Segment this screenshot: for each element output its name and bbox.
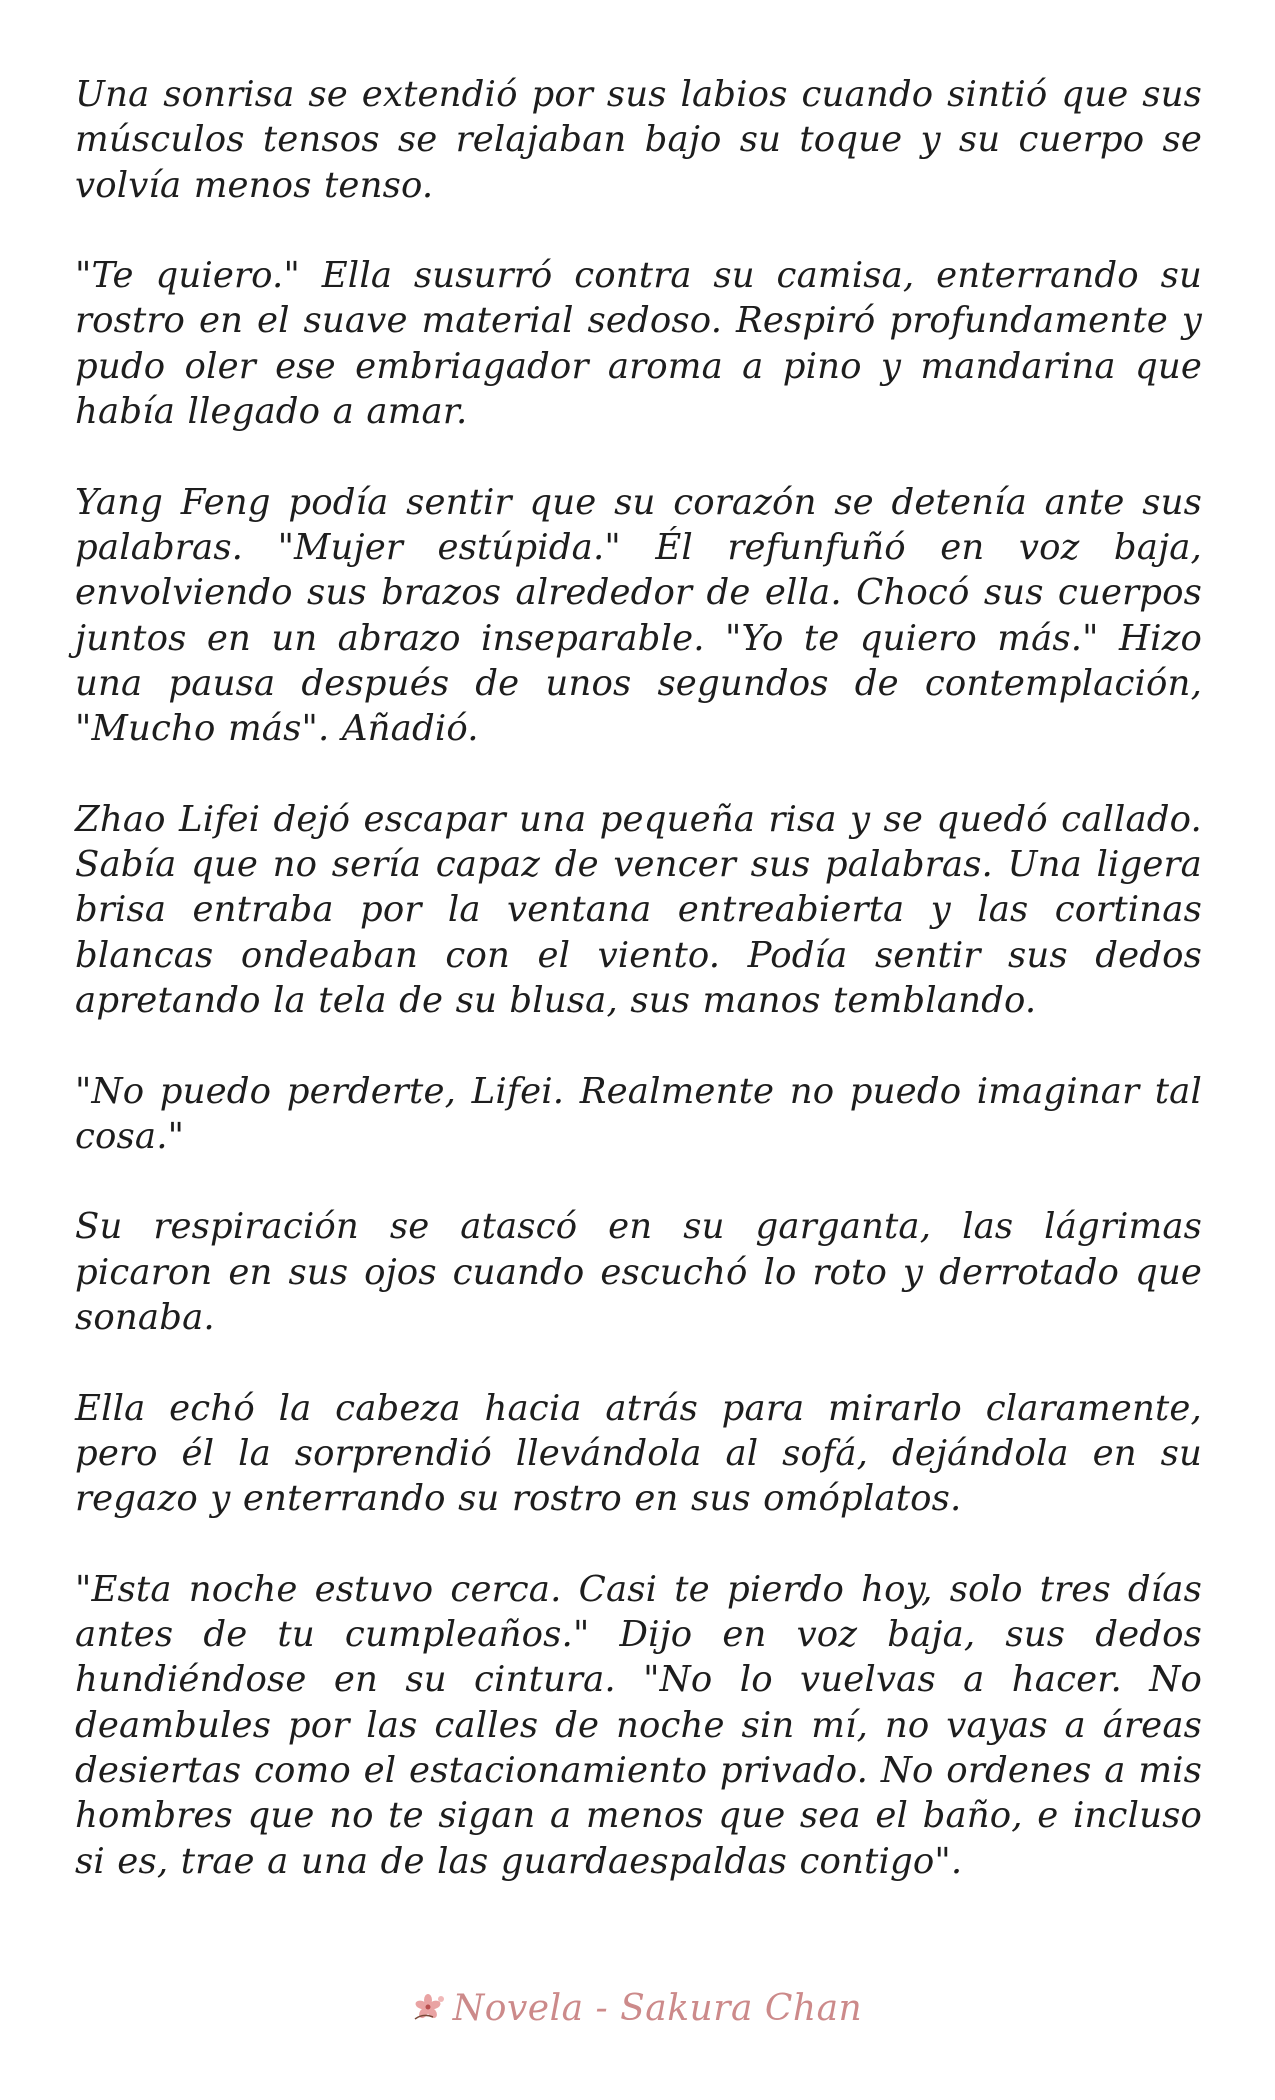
paragraph-8: "Esta noche estuvo cerca. Casi te pierdo hoy, solo tres días antes de tu cumpleaños." Dijo en voz baja, sus dedos hundiéndose en su cintura. "No lo vuelvas a hacer. No deambules por las calles de noche sin mí, no vayas a áreas desiertas como el estacionamiento privado. No ordenes a mis hombres que no te sigan a menos que sea el baño, e incluso si es, trae a una de las guardaespaldas contigo". — [75, 1568, 1202, 1882]
paragraph-3: Yang Feng podía sentir que su corazón se detenía ante sus palabras. "Mujer estúpida." Él refunfuñó en voz baja, envolviendo sus brazos alrededor de ella. Chocó sus cuerpos juntos en un abrazo inseparable. "Yo te quiero más." Hizo una pausa después de unos segundos de contemplación, "Mucho más". Añadió. — [75, 481, 1202, 750]
paragraph-7: Ella echó la cabeza hacia atrás para mirarlo claramente, pero él la sorprendió llevándola al sofá, dejándola en su regazo y enterrando su rostro en sus omóplatos. — [75, 1387, 1202, 1520]
paragraph-4: Zhao Lifei dejó escapar una pequeña risa y se quedó callado. Sabía que no sería capaz de vencer sus palabras. Una ligera brisa entraba por la ventana entreabierta y las cortinas blancas ondeaban con el viento. Podía sentir sus dedos apretando la tela de su blusa, sus manos temblando. — [75, 798, 1202, 1021]
paragraph-1: Una sonrisa se extendió por sus labios cuando sintió que sus músculos tensos se relajaban bajo su toque y su cuerpo se volvía menos tenso. — [75, 74, 1202, 206]
watermark-text: Novela - Sakura Chan — [452, 1987, 863, 2029]
watermark — [0, 1978, 1275, 2038]
cherry-blossom-icon — [413, 1991, 447, 2025]
paragraph-5: "No puedo perderte, Lifei. Realmente no puedo imaginar tal cosa." — [75, 1070, 1202, 1157]
paragraph-2: "Te quiero." Ella susurró contra su camisa, enterrando su rostro en el suave material sedoso. Respiró profundamente y pudo oler ese embriagador aroma a pino y mandarina que había llegado a amar. — [75, 255, 1202, 433]
chapter-text — [75, 72, 1202, 1929]
paragraph-6: Su respiración se atascó en su garganta, las lágrimas picaron en sus ojos cuando escuchó lo roto y derrotado que sonaba. — [75, 1206, 1202, 1339]
